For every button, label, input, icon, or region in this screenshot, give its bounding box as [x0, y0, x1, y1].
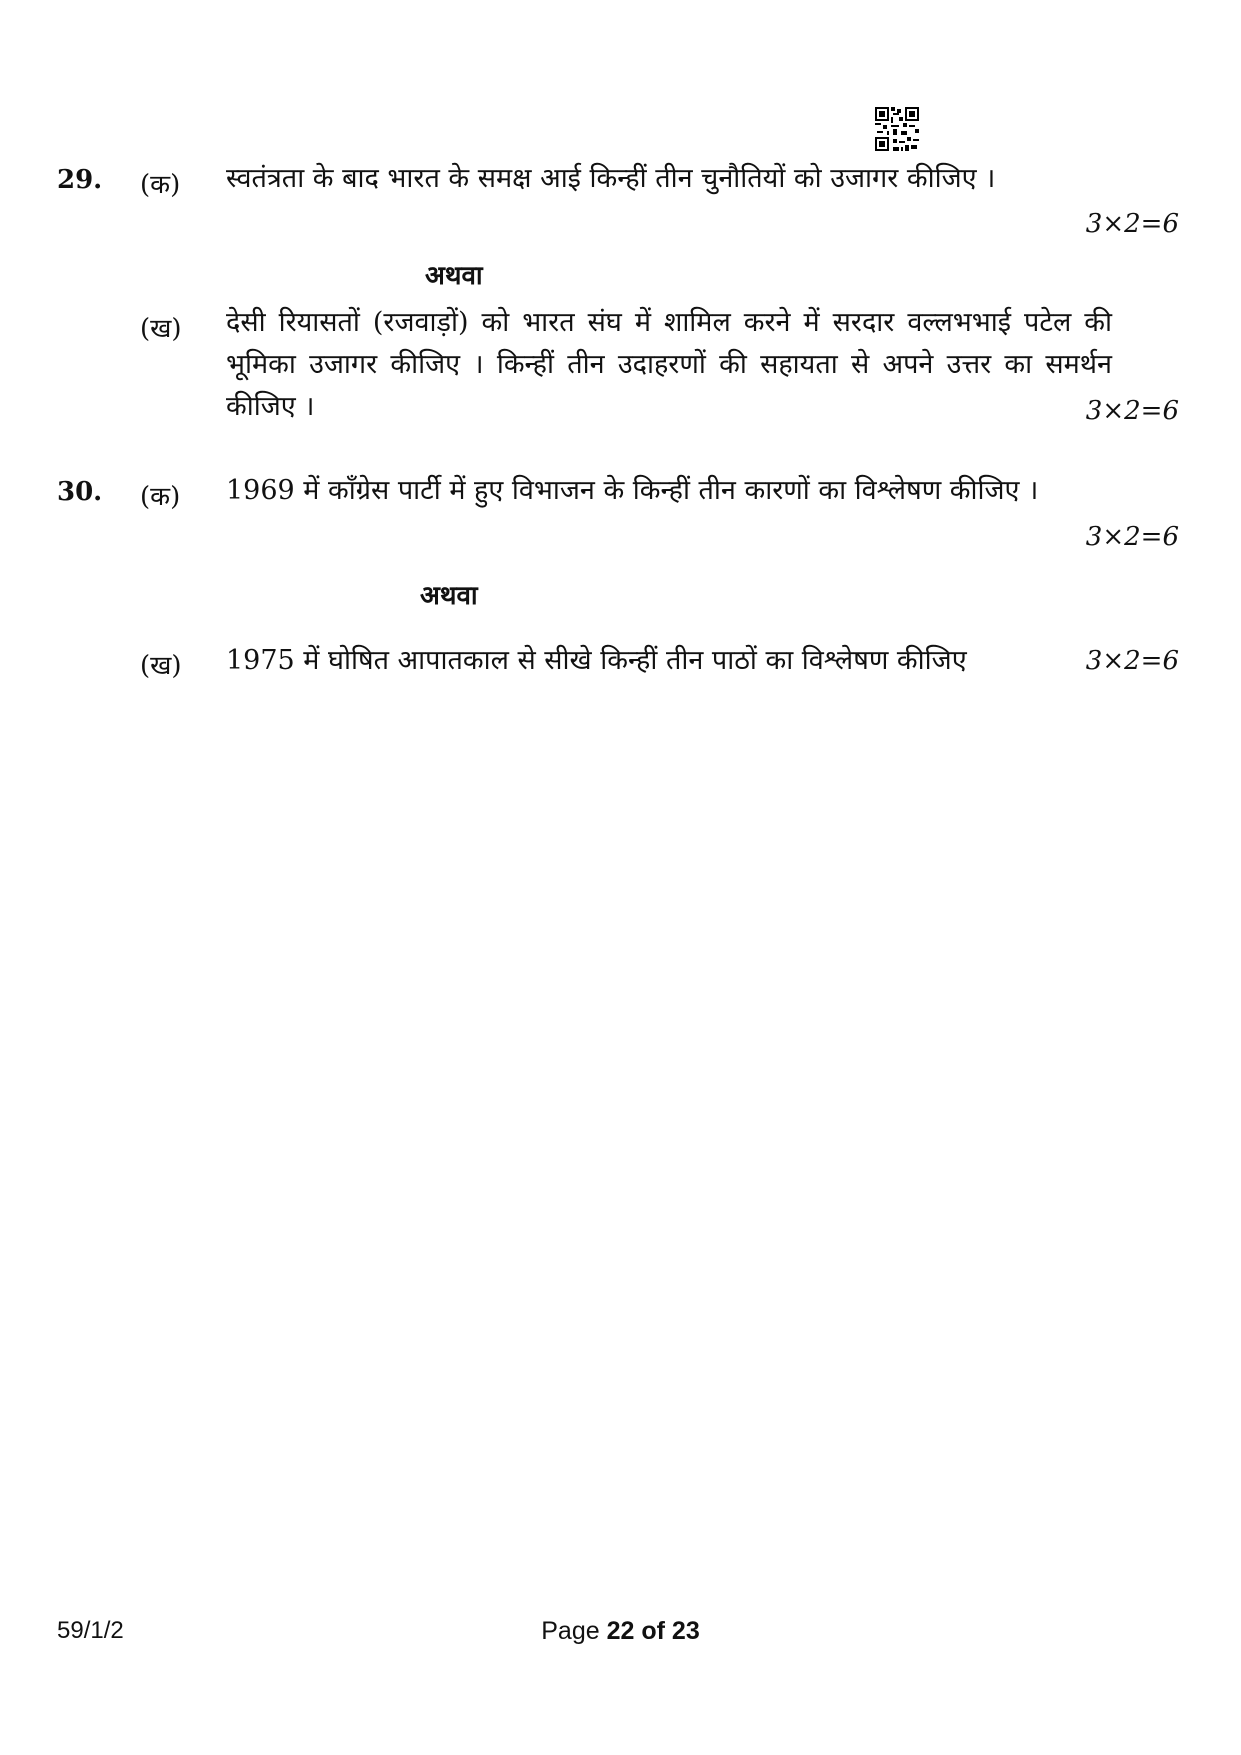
question-29-part-b-text: देसी रियासतों (रजवाड़ों) को भारत संघ में शामिल करने में सरदार वल्लभभाई पटेल की भूमिका उजागर कीजिए । किन्हीं तीन उदाहरणों की सहायता से अपने उत्तर का समर्थन कीजिए । [226, 307, 1112, 422]
qr-code-icon [875, 107, 919, 151]
question-29-part-a-marks: 3×2=6 [1085, 209, 1179, 239]
part-label-ka: (क) [140, 170, 181, 200]
part-label-ka: (क) [140, 482, 181, 512]
paper-code: 59/1/2 [57, 1617, 124, 1644]
part-label-kha: (ख) [140, 314, 182, 344]
question-30-part-b-text: 1975 में घोषित आपातकाल से सीखे किन्हीं तीन पाठों का विश्लेषण कीजिए [226, 645, 967, 676]
question-30-part-a-text: 1969 में काँग्रेस पार्टी में हुए विभाजन के किन्हीं तीन कारणों का विश्लेषण कीजिए । [226, 475, 1039, 506]
page-current: 22 [606, 1617, 635, 1645]
page-indicator [0, 1617, 1241, 1646]
question-30-part-b-marks: 3×2=6 [1085, 646, 1179, 676]
page-total: 23 [671, 1617, 700, 1645]
question-29-part-a-text: स्वतंत्रता के बाद भारत के समक्ष आई किन्हीं तीन चुनौतियों को उजागर कीजिए । [226, 163, 996, 194]
question-number-29: 29. [57, 165, 103, 195]
question-number-30: 30. [57, 477, 103, 507]
page-prefix: Page [541, 1617, 600, 1645]
or-separator: अथवा [420, 581, 478, 611]
page-of: of [641, 1617, 665, 1645]
question-29-part-b-marks: 3×2=6 [1085, 396, 1179, 426]
or-separator: अथवा [425, 261, 483, 291]
question-30-part-a-marks: 3×2=6 [1085, 522, 1179, 552]
part-label-kha: (ख) [140, 651, 182, 681]
